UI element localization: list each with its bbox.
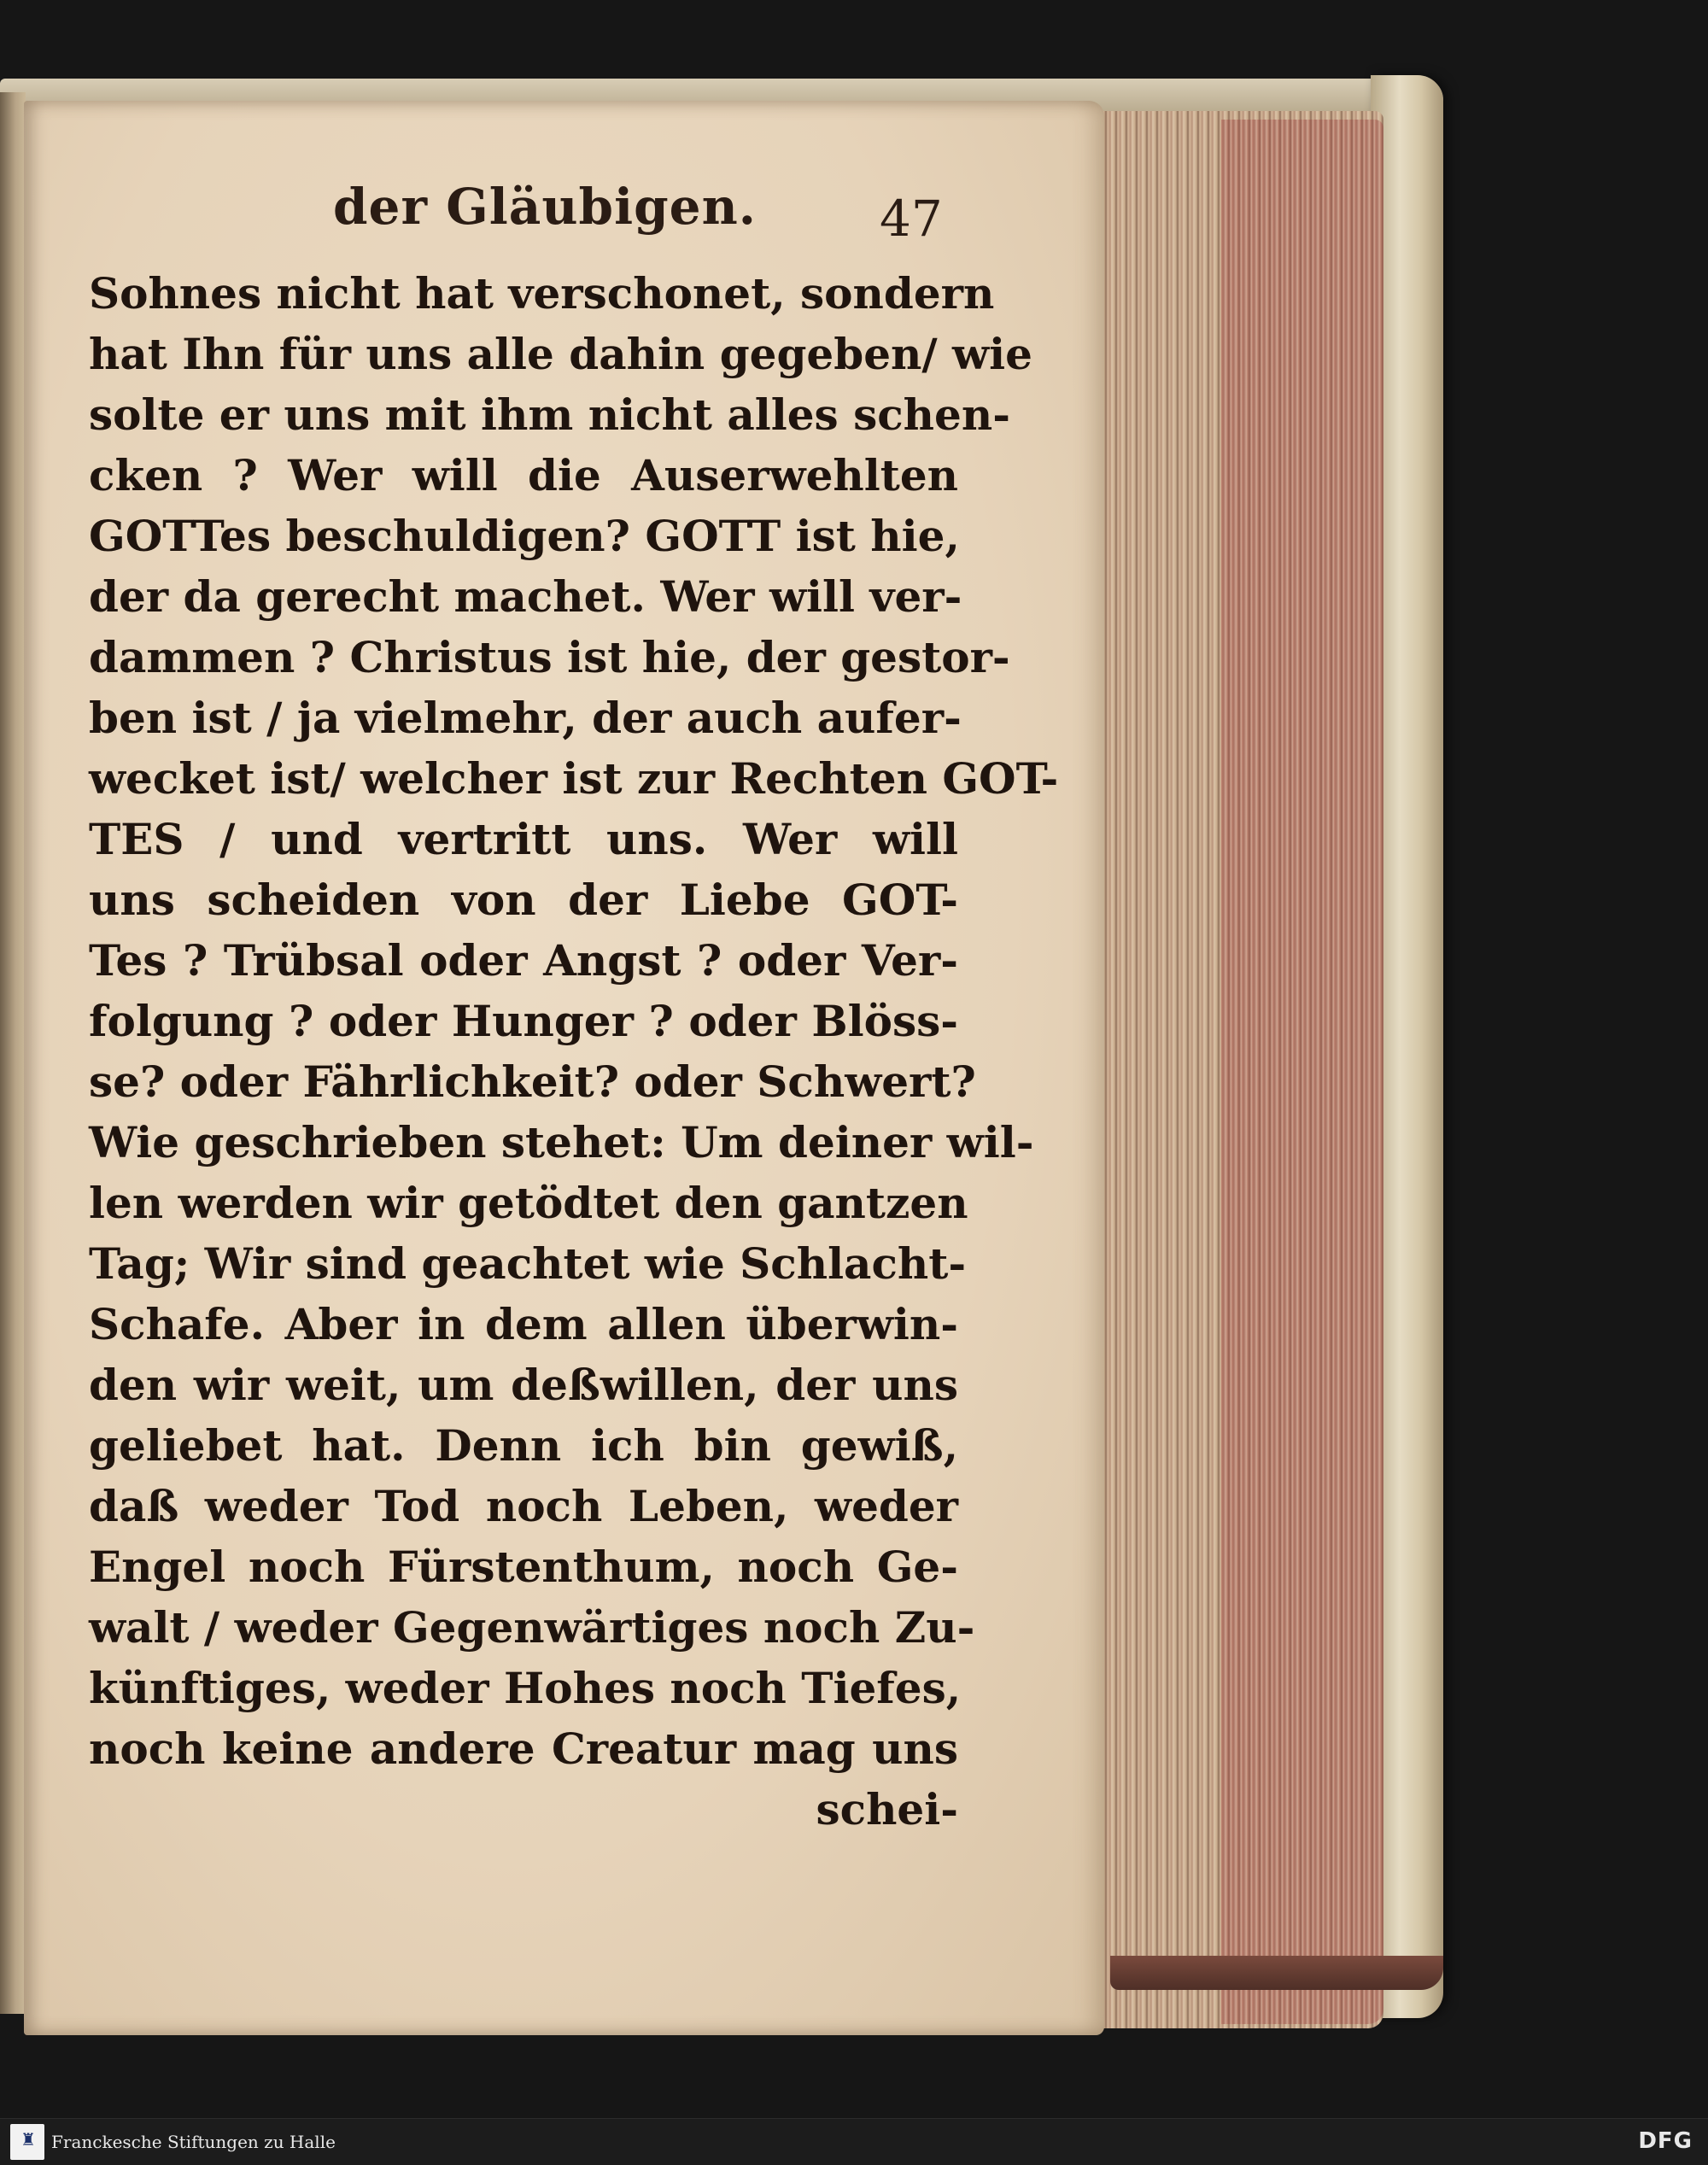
catchword: schei- [816, 1784, 958, 1834]
foundation-emblem-icon[interactable]: ♜ [10, 2124, 44, 2160]
text-line: Tag; Wir sind geachtet wie Schlacht- [89, 1238, 967, 1289]
body-text [89, 263, 1059, 1840]
institution-label[interactable]: Franckesche Stiftungen zu Halle [51, 2132, 336, 2152]
text-line: cken ? Wer will die Auserwehlten [89, 450, 958, 500]
text-line: TES / und vertritt uns. Wer will [89, 814, 958, 864]
text-line: GOTTes beschuldigen? GOTT ist hie, [89, 511, 960, 561]
text-line: dammen ? Christus ist hie, der gestor- [89, 632, 1010, 682]
text-line: Sohnes nicht hat verschonet, sondern [89, 268, 995, 319]
viewer-footer [0, 2118, 1708, 2165]
red-edge-gilding [1221, 120, 1383, 2024]
text-line: se? oder Fährlichkeit? oder Schwert? [89, 1056, 976, 1107]
text-line: hat Ihn für uns alle dahin gegeben/ wie [89, 329, 1032, 379]
page-number: 47 [880, 190, 943, 248]
book-bottom-board [1110, 1956, 1443, 1990]
text-line: Engel noch Fürstenthum, noch Ge- [89, 1542, 958, 1592]
text-line: Tes ? Trübsal oder Angst ? oder Ver- [89, 935, 958, 986]
text-line: ben ist / ja vielmehr, der auch aufer- [89, 693, 962, 743]
left-page-edge [0, 92, 26, 2014]
text-line: uns scheiden von der Liebe GOT- [89, 875, 958, 925]
text-line: künftiges, weder Hohes noch Tiefes, [89, 1663, 962, 1713]
dfg-logo[interactable]: DFG [1638, 2128, 1693, 2154]
text-line: wecket ist/ welcher ist zur Rechten GOT- [89, 753, 1059, 804]
text-line: folgung ? oder Hunger ? oder Blöss- [89, 996, 958, 1046]
text-line: noch keine andere Creatur mag uns [89, 1723, 958, 1774]
text-line: daß weder Tod noch Leben, weder [89, 1481, 958, 1531]
text-line: len werden wir getödtet den gantzen [89, 1178, 968, 1228]
running-head: der Gläubigen. [333, 178, 757, 236]
text-line: walt / weder Gegenwärtiges noch Zu- [89, 1602, 975, 1653]
text-line: solte er uns mit ihm nicht alles schen- [89, 389, 1010, 440]
text-line: Wie geschrieben stehet: Um deiner wil- [89, 1117, 1034, 1167]
text-line: den wir weit, um deßwillen, der uns [89, 1360, 958, 1410]
text-line: der da gerecht machet. Wer will ver- [89, 571, 962, 622]
text-line: geliebet hat. Denn ich bin gewiß, [89, 1420, 958, 1471]
text-line: Schafe. Aber in dem allen überwin- [89, 1299, 958, 1349]
